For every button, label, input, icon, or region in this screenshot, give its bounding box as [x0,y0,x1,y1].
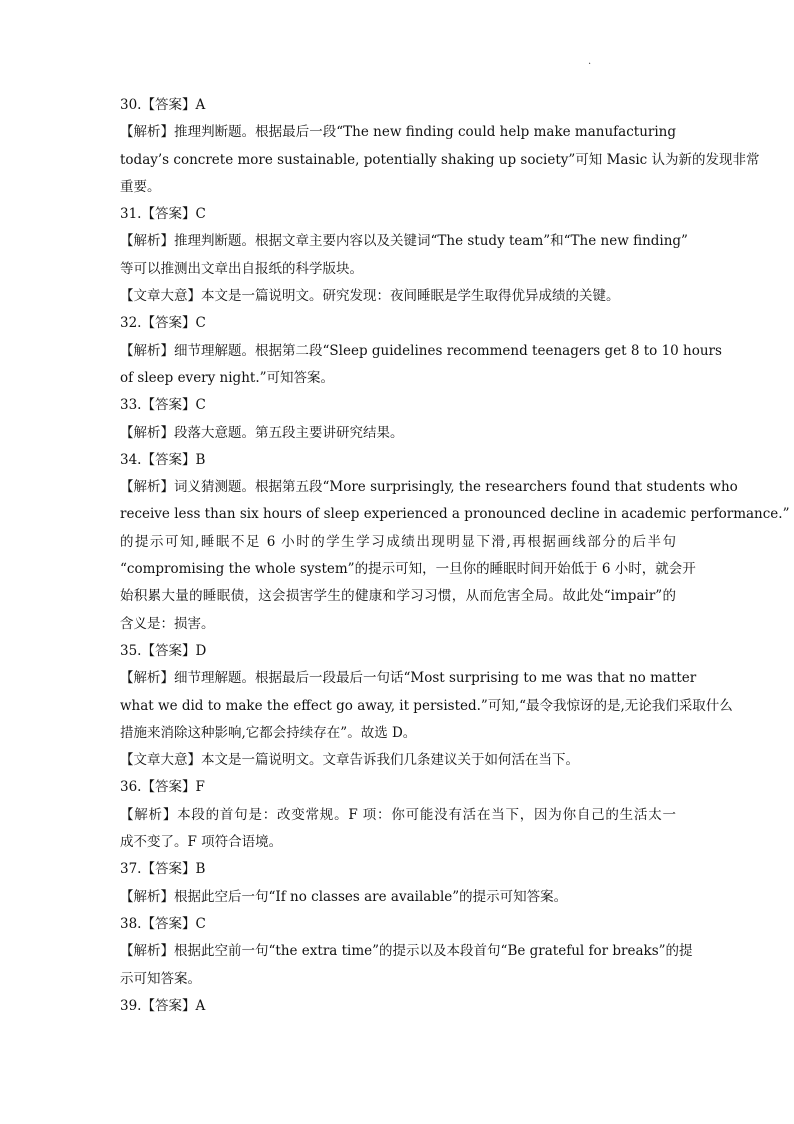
answer-31: 31.【答案】C [120,206,206,223]
analysis-33: 【解析】段落大意题。第五段主要讲研究结果。 [120,424,404,441]
analysis-34-line6: 含义是：损害。 [120,615,215,632]
analysis-31-line1: 【解析】推理判断题。根据文章主要内容以及关键词“The study team”和“The new finding” [120,233,688,250]
answer-39: 39.【答案】A [120,997,206,1014]
analysis-30-line1: 【解析】推理判断题。根据最后一段“The new finding could help make manufacturing [120,124,676,141]
passage-summary-2: 【文章大意】本文是一篇说明文。文章告诉我们几条建议关于如何活在当下。 [120,752,579,769]
answer-38: 38.【答案】C [120,915,206,932]
passage-summary-1: 【文章大意】本文是一篇说明文。研究发现：夜间睡眠是学生取得优异成绩的关键。 [120,288,620,305]
analysis-35-line1: 【解析】细节理解题。根据最后一段最后一句话“Most surprising to me was that no matter [120,670,697,687]
analysis-35-line2: what we did to make the effect go away, it persisted.”可知,“最令我惊讶的是,无论我们采取什么 [120,697,733,714]
analysis-35-line3: 措施来消除这种影响,它都会持续存在”。故选 D。 [120,724,417,741]
answer-32: 32.【答案】C [120,315,206,332]
answer-key-text [120,92,790,1020]
analysis-31-line2: 等可以推测出文章出自报纸的科学版块。 [120,260,363,277]
analysis-32-line1: 【解析】细节理解题。根据第二段“Sleep guidelines recommend teenagers get 8 to 10 hours [120,342,722,359]
analysis-30-line3: 重要。 [120,178,161,195]
answer-35: 35.【答案】D [120,642,207,659]
answer-30: 30.【答案】A [120,97,206,113]
analysis-34-line4: “compromising the whole system”的提示可知，一旦你的睡眠时间开始低于 6 小时，就会开 [120,561,696,578]
analysis-32-line2: of sleep every night.”可知答案。 [120,369,335,386]
analysis-34-line1: 【解析】词义猜测题。根据第五段“More surprisingly, the researchers found that students who [120,479,738,496]
answer-37: 37.【答案】B [120,861,206,878]
answer-33: 33.【答案】C [120,397,206,414]
analysis-34-line5: 始积累大量的睡眠债，这会损害学生的健康和学习习惯，从而危害全局。故此处“impair”的 [120,588,676,605]
analysis-37: 【解析】根据此空后一句“If no classes are available”的提示可知答案。 [120,888,568,905]
analysis-38-line2: 示可知答案。 [120,970,201,987]
analysis-30-line2: today’s concrete more sustainable, potentially shaking up society”可知 Masic 认为新的发现非常 [120,151,760,168]
analysis-36-line1: 【解析】本段的首句是：改变常规。F 项：你可能没有活在当下，因为你自己的生活太一 [120,806,676,823]
analysis-38-line1: 【解析】根据此空前一句“the extra time”的提示以及本段首句“Be grateful for breaks”的提 [120,943,693,960]
analysis-34-line2: receive less than six hours of sleep experienced a pronounced decline in academic performance.” [120,506,790,523]
answer-36: 36.【答案】F [120,779,205,796]
answer-34: 34.【答案】B [120,451,206,468]
analysis-34-line3: 的提示可知,睡眠不足 6 小时的学生学习成绩出现明显下滑,再根据画线部分的后半句 [120,533,676,550]
page-dot: . [588,56,592,67]
analysis-36-line2: 成不变了。F 项符合语境。 [120,834,283,851]
